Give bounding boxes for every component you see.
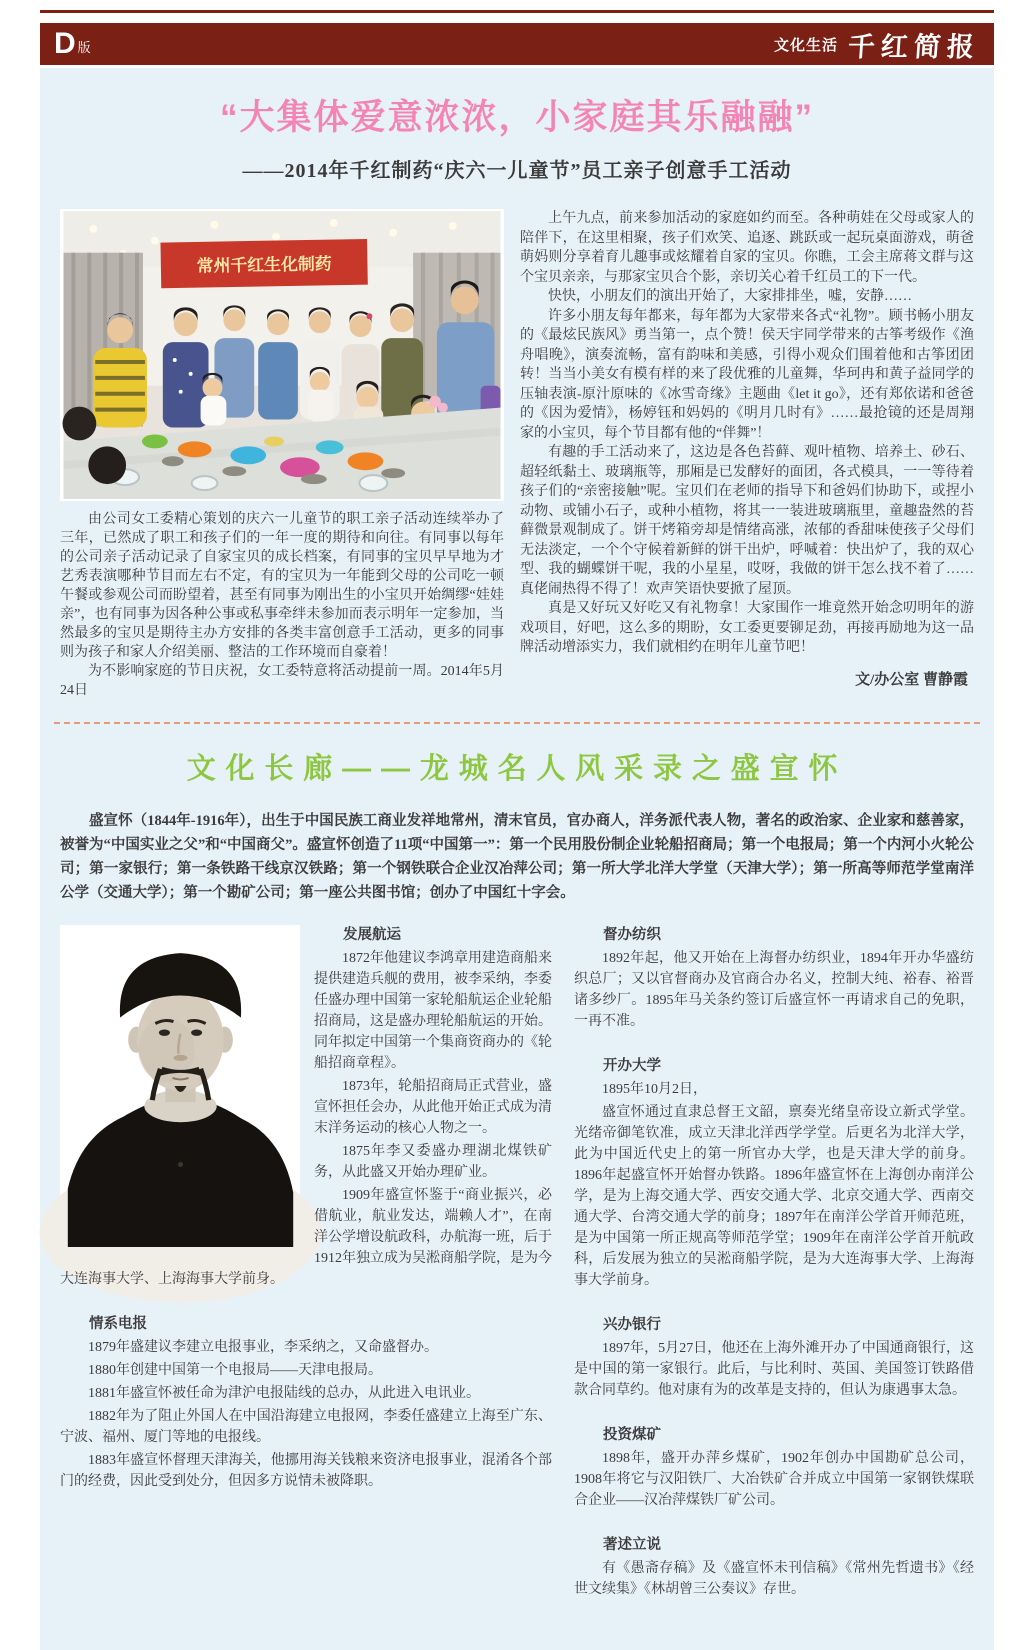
- paragraph: 快快，小朋友们的演出开始了，大家排排坐，嘘，安静……: [548, 289, 912, 304]
- article2-left-column: [60, 925, 552, 1624]
- banner: [160, 239, 367, 288]
- foreground-head: [88, 446, 126, 484]
- paragraph: 盛宣怀通过直隶总督王文韶，禀奏光绪皇帝设立新式学堂。光绪帝御笔钦准，成立天津北洋西学学堂。后更名为北洋大学，此为中国近代史上的第一所官办大学，也是天津大学的前身。1896年起盛宣怀开始督办铁路。1896年盛宣怀在上海创办南洋公学，是为上海交通大学、西安交通大学、北京交通大学、西南交通大学、台湾交通大学的前身；1897年在南洋公学首开师范班，是为中国第一所正规高等师范学堂；1909年在南洋公学首开航政科，后发展为独立的吴淞商船学院，是为大连海事大学、上海海事大学前身。: [574, 1105, 974, 1288]
- article1-left-text: [60, 510, 504, 700]
- section-heading: 情系电报: [89, 1316, 147, 1332]
- paragraph: 有《愚斋存稿》及《盛宣怀未刊信稿》《常州先哲遗书》《经世文续集》《林胡曾三公奏议》存世。: [574, 1561, 974, 1597]
- paragraph: 许多小朋友每年都来，每年都为大家带来各式“礼物”。顾书畅小朋友的《最炫民族风》勇当第一，点个赞！侯天宇同学带来的古筝考级作《渔舟唱晚》，演奏流畅，富有韵味和美感，引得小观众们围着他和古筝团团转！当当小美女有模有样的来了段优雅的儿童舞，华珂冉和黄子益同学的压轴表演-原汁原味的《冰雪奇缘》主题曲《let it go》，还有郑依诺和爸爸的《因为爱情》，杨婷钰和妈妈的《明月几时有》……最抢镜的还是周翔家的小宝贝，每个节目都有他的“伴舞”！: [520, 308, 974, 441]
- paragraph: 1881年盛宣怀被任命为津沪电报陆线的总办，从此进入电讯业。: [88, 1386, 480, 1401]
- masthead-right: [774, 25, 980, 64]
- article1-body: [60, 209, 974, 700]
- section-writings: [574, 1535, 974, 1600]
- section-coalmine: [574, 1425, 974, 1511]
- banner-text: 常州千红生化制药: [196, 254, 332, 276]
- section-bank: [574, 1315, 974, 1401]
- section-heading: 投资煤矿: [603, 1427, 661, 1443]
- section-heading: 开办大学: [603, 1058, 661, 1074]
- paragraph: 1892年起，他又开始在上海督办纺织业，1894年开办华盛纺织总厂；又以官督商办及官商合办名义，控制大纯、裕春、裕晋诸多纱厂。1895年马关条约签订后盛宣怀一再请求自己的免职，一再不准。: [574, 951, 974, 1029]
- paragraph: 有趣的手工活动来了，这边是各色苔藓、观叶植物、培养土、砂石、超轻纸黏土、玻璃瓶等，那厢是已发酵好的面团，各式模具，一一等待着孩子们的“亲密接触”呢。宝贝们在老师的指导下和爸妈们协助下，或捏小动物、或铺小石子，或种小植物，将其一一装进玻璃瓶里，童趣盎然的苔藓微景观制成了。饼干烤箱旁却是情绪高涨，浓郁的香甜味使孩子父母们无法淡定，一个个守候着新鲜的饼干出炉，呼喊着：快出炉了，我的双心型、我的蝴蝶饼干呢，我的小星星，哎呀，我做的饼干怎么找不着了……真佬闹热得不得了！欢声笑语快要掀了屋顶。: [520, 445, 974, 597]
- article2-columns: [60, 925, 974, 1624]
- article2-right-column: [574, 925, 974, 1624]
- activity-photo-illustration: [62, 211, 502, 499]
- shengxuanhuai-portrait: [60, 925, 300, 1247]
- paragraph: 1880年创建中国第一个电报局——天津电报局。: [88, 1363, 382, 1378]
- portrait-illustration: [60, 925, 300, 1247]
- activity-photo: [60, 209, 504, 501]
- section-telegraph: [60, 1314, 552, 1492]
- section-heading: 督办纺织: [603, 927, 661, 943]
- edition-label: 版: [77, 40, 91, 55]
- paragraph: 1898年，盛开办萍乡煤矿，1902年创办中国勘矿总公司，1908年将它与汉阳铁厂、大冶铁矿合并成立中国第一家钢铁煤联合企业——汉冶萍煤铁厂矿公司。: [574, 1451, 974, 1508]
- paragraph: 1895年10月2日，: [602, 1082, 707, 1097]
- article1-byline: 文/办公室 曹静霞: [855, 671, 968, 688]
- paragraph: 1897年，5月27日，他还在上海外滩开办了中国通商银行，这是中国的第一家银行。此后，与比利时、英国、美国签订铁路借款合同草约。他对康有为的改革是支持的，但认为康遇事太急。: [574, 1341, 974, 1398]
- paragraph: 1879年盛建议李建立电报事业，李采纳之，又命盛督办。: [88, 1340, 438, 1355]
- paragraph: 1882年为了阻止外国人在中国沿海建立电报网，李委任盛建立上海至广东、宁波、福州、厦门等地的电报线。: [60, 1409, 552, 1445]
- article1-right-column: [520, 209, 974, 700]
- section-heading: 兴办银行: [603, 1317, 661, 1333]
- paragraph: 1875年李又委盛办理湖北煤铁矿务，从此盛又开始办理矿业。: [314, 1144, 552, 1180]
- edition-letter: D: [54, 27, 76, 60]
- paragraph: 为不影响家庭的节日庆祝，女工委特意将活动提前一周。2014年5月24日: [60, 664, 504, 698]
- section-university: [574, 1056, 974, 1291]
- masthead-bar: [40, 23, 994, 65]
- paragraph: 由公司女工委精心策划的庆六一儿童节的职工亲子活动连续举办了三年，已然成了职工和孩子们的一年一度的期待和向往。有同事以每年的公司亲子活动记录了自家宝贝的成长档案，有同事的宝贝早早地为才艺秀表演哪种节目而左右不定，有的宝贝为一年能到父母的公司吃一顿午餐或参观公司而盼望着，甚至有同事为刚出生的小宝贝开始绸缪“娃娃亲”，也有同事为因各种公事或私事牵绊未参加而表示明年一定参加，当然最多的宝贝是期待主办方安排的各类丰富创意手工活动，更多的同事则为孩子和家人介绍美丽、整洁的工作环境而自豪着！: [60, 512, 504, 660]
- section-heading: 发展航运: [343, 927, 401, 943]
- section-heading: 著述立说: [603, 1537, 661, 1553]
- edition-mark: [54, 29, 91, 59]
- content-panel: [40, 68, 994, 1650]
- paragraph: 1909年盛宣怀鉴于“商业振兴，必借航业，航业发达，端赖人才”，在南洋公学增设航政科，办航海一班，后于1912年独立成为吴淞商船学院，是为今大连海事大学、上海海事大学前身。: [60, 1188, 552, 1287]
- section-label: 文化生活: [773, 37, 838, 54]
- section-textile: [574, 925, 974, 1032]
- paragraph: 1873年，轮船招商局正式营业，盛宣怀担任会办，从此他开始正式成为清末洋务运动的核心人物之一。: [314, 1079, 552, 1136]
- newsletter-brand: 千红简报: [846, 31, 981, 62]
- article2-intro: 盛宣怀（1844年-1916年），出生于中国民族工商业发祥地常州，清末官员，官办商人，洋务派代表人物，著名的政治家、企业家和慈善家，被誉为“中国实业之父”和“中国商父”。盛宣怀创造了11项“中国第一”：第一个民用股份制企业轮船招商局；第一个电报局；第一个内河小火轮公司；第一家银行；第一条铁路干线京汉铁路；第一个钢铁联合企业汉冶萍公司；第一所大学北洋大学堂（天津大学）；第一所高等师范学堂南洋公学（交通大学）；第一个勘矿公司；第一座公共图书馆；创办了中国红十字会。: [60, 813, 974, 901]
- paragraph: 真是又好玩又好吃又有礼物拿！大家围作一堆竟然开始念叨明年的游戏项目，好吧，这么多的期盼，女工委更要铆足劲，再接再励地为这一品牌活动增添实力，我们就相约在明年儿童节吧！: [520, 601, 974, 655]
- paragraph: 1883年盛宣怀督理天津海关，他挪用海关钱粮来资济电报事业，混淆各个部门的经费，因此受到处分，但因多方说情未被降职。: [60, 1453, 552, 1489]
- paragraph: 1872年他建议李鸿章用建造商船来提供建造兵舰的费用，被李采纳，李委任盛办理中国第一家轮船航运企业轮船招商局，这是盛办理轮船航运的开始。同年拟定中国第一个集商资商办的《轮船招商章程》。: [314, 951, 552, 1071]
- article1-subtitle: ——2014年千红制药“庆六一儿童节”员工亲子创意手工活动: [242, 160, 792, 182]
- article1-headline: “大集体爱意浓浓，小家庭其乐融融”: [219, 98, 814, 137]
- paragraph: 上午九点，前来参加活动的家庭如约而至。各种萌娃在父母或家人的陪伴下，在这里相聚，孩子们欢笑、追逐、跳跃或一起玩桌面游戏，萌爸萌妈则分享着育儿趣事或炫耀着自家的宝贝。你瞧，工会主席蒋文群与这个宝贝亲亲，与那家宝贝合个影，亲切关心着千红员工的下一代。: [520, 211, 974, 285]
- foreground-head: [63, 407, 97, 441]
- article1-left-column: [60, 209, 504, 700]
- article2-title: 文化长廊——龙城名人风采录之盛宣怀: [186, 753, 848, 785]
- top-rule: [40, 10, 994, 13]
- article-divider: [54, 722, 980, 724]
